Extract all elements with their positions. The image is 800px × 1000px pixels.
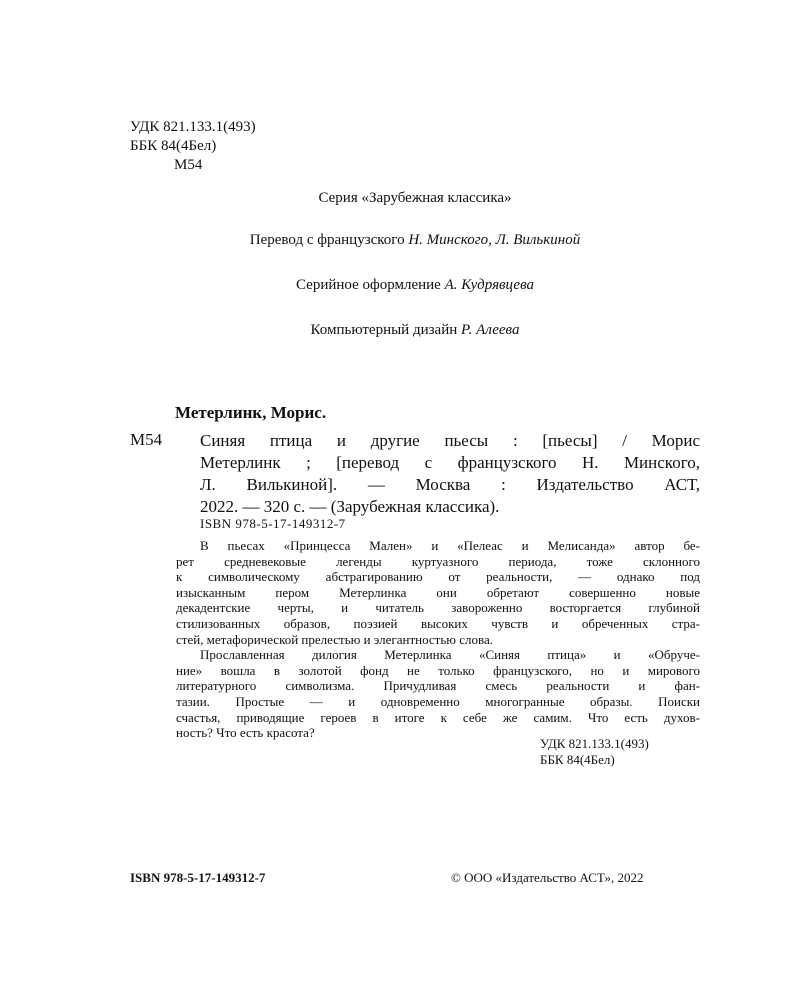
catalog-description-line: Метерлинк ; [перевод с французского Н. Минского, — [200, 453, 700, 472]
annotation-line: ность? Что есть красота? — [176, 725, 315, 741]
udk-code-bottom: УДК 821.133.1(493) — [540, 736, 649, 751]
translation-label: Перевод с французского — [249, 232, 405, 248]
computer-design-label: Компьютерный дизайн — [310, 322, 458, 338]
author-mark: М54 — [174, 157, 203, 173]
catalog-isbn: ISBN 978-5-17-149312-7 — [200, 516, 346, 531]
footer-isbn: ISBN 978-5-17-149312-7 — [130, 870, 266, 885]
footer-copyright: © ООО «Издательство АСТ», 2022 — [451, 870, 644, 885]
annotation-line: ние» вошла в золотой фонд не только французского, но и мирового — [176, 662, 700, 678]
bbk-code: ББК 84(4Бел) — [130, 138, 217, 154]
catalog-code: М54 — [130, 430, 163, 449]
designer: А. Кудрявцева — [444, 277, 535, 293]
computer-designer: Р. Алеева — [461, 322, 520, 338]
design-line — [130, 277, 700, 294]
annotation-line: тазии. Простые — и одновременно многогранные образы. Поиски — [176, 693, 700, 709]
annotation — [176, 538, 700, 741]
series-name: Серия «Зарубежная классика» — [318, 190, 512, 206]
annotation-line: рет средневековые легенды куртуазного периода, тоже склонного — [176, 553, 700, 569]
annotation-line: к символическому абстрагированию от реальности, — однако под — [176, 569, 700, 585]
bbk-code-bottom: ББК 84(4Бел) — [540, 752, 615, 767]
catalog-description-line: Л. Вилькиной]. — Москва : Издательство АСТ, — [200, 475, 700, 494]
annotation-line: Прославленная дилогия Метерлинка «Синяя птица» и «Обруче- — [200, 647, 700, 663]
classification-block — [540, 736, 649, 768]
annotation-line: литературного символизма. Причудливая смесь реальности и фан- — [176, 678, 700, 694]
computer-design-line — [130, 322, 700, 339]
udk-block — [130, 118, 256, 175]
annotation-line: декадентские черты, и читатель завороженно восторгается глубиной — [176, 600, 700, 616]
translators: Н. Минского, Л. Вилькиной — [408, 232, 581, 248]
catalog-description — [200, 430, 700, 518]
annotation-line: изысканным пером Метерлинка они обретают совершенно новые — [176, 584, 700, 600]
catalog-description-line: Синяя птица и другие пьесы : [пьесы] / Морис — [200, 431, 700, 450]
annotation-line: счастья, приводящие героев в итоге к себе же самим. Что есть духов- — [176, 709, 700, 725]
design-label: Серийное оформление — [295, 277, 441, 293]
catalog-author: Метерлинк, Морис. — [175, 403, 327, 422]
annotation-line: стилизованных образов, поэзией высоких чувств и обреченных стра- — [176, 615, 700, 631]
translation-line — [130, 232, 700, 249]
series-line — [130, 190, 700, 207]
annotation-line: стей, метафорической прелестью и элегантностью слова. — [176, 631, 493, 647]
catalog-description-line: 2022. — 320 с. — (Зарубежная классика). — [200, 497, 500, 516]
udk-code: УДК 821.133.1(493) — [130, 119, 256, 135]
annotation-line: В пьесах «Принцесса Мален» и «Пелеас и Мелисанда» автор бе- — [200, 538, 700, 553]
